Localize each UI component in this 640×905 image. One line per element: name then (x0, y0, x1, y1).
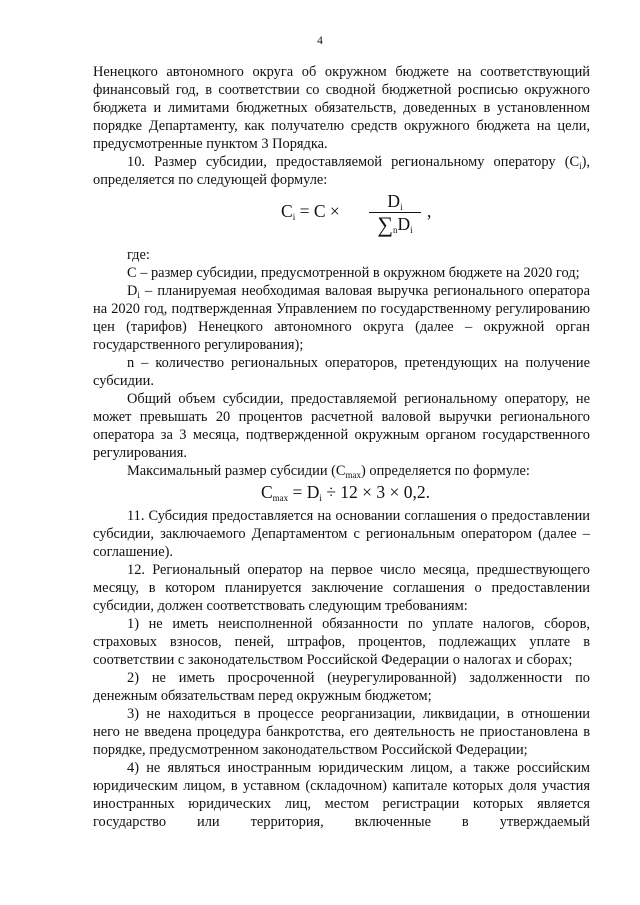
formula-numerator: $D_i$ (387, 191, 403, 212)
formula-left-side: $C_i = C$ × (281, 201, 340, 222)
paragraph-11: 11. Субсидия предоставляется на основании соглашения о предоставлении субсидии, заключаемого Департаментом с региональным оператором (далее – соглашение). (93, 508, 590, 560)
formula-denominator: $\sum_nD_i$ (377, 212, 413, 237)
paragraph-12: 12. Региональный оператор на первое число месяца, предшествующего месяцу, в котором планируется заключение соглашения о предоставлении субсидии, должен соответствовать следующим требованиям: (93, 562, 590, 614)
formula-comma: , (427, 201, 432, 221)
definition-n: n – количество региональных операторов, претендующих на получение субсидии. (93, 355, 590, 389)
definition-c: С – размер субсидии, предусмотренной в окружном бюджете на 2020 год; (127, 265, 580, 281)
requirement-item-4: 4) не являться иностранным юридическим лицом, а также российским юридическим лицом, в уставном (складочном) капитале которых доля участия иностранных юридических лиц, местом регистрации которых является государство или территория, включенные в утверждаемый (93, 760, 590, 830)
definition-d: $D_i$ – планируемая необходимая валовая выручка регионального оператора на 2020 год, подтвержденная Управлением по государственному регулированию цен (тарифов) Ненецкого автономного округа (далее – окружной орган государственного регулирования); (93, 283, 590, 353)
formula-fraction (365, 191, 425, 236)
requirement-item-2: 2) не иметь просроченной (неурегулированной) задолженности по денежным обязательствам перед окружным бюджетом; (93, 670, 590, 704)
where-label: где: (127, 247, 150, 263)
requirement-item-1: 1) не иметь неисполненной обязанности по уплате налогов, сборов, страховых взносов, пеней, штрафов, процентов, подлежащих уплате в соответствии с законодательством Российской Федерации о налогах и сборах; (93, 616, 590, 668)
document-body (93, 63, 590, 831)
paragraph-total-subsidy: Общий объем субсидии, предоставляемой региональному оператору, не может превышать 20 процентов расчетной валовой выручки регионального оператора за 3 месяца, подтвержденной окружным органом государственного регулирования. (93, 391, 590, 461)
paragraph-10: 10. Размер субсидии, предоставляемой региональному оператору $(С_i)$, определяется по следующей формуле: (93, 154, 590, 188)
paragraph-max-subsidy: Максимальный размер субсидии $(С_{max})$ определяется по формуле: (127, 463, 530, 480)
sigma-symbol: ∑ (377, 212, 394, 237)
subsidy-formula (93, 191, 590, 237)
paragraph-intro: Ненецкого автономного округа об окружном бюджете на соответствующий финансовый год, в соответствии со сводной бюджетной росписью окружного бюджета и лимитами бюджетных обязательств, доведенных в установленном порядке Департаменту, как получателю средств окружного бюджета на цели, предусмотренные пунктом 3 Порядка. (93, 64, 590, 152)
max-subsidy-formula: $C_{max} = D_i \div 12 \times 3 \times 0,2$. (260, 482, 431, 503)
page-number: 4 (317, 35, 323, 47)
requirement-item-3: 3) не находиться в процессе реорганизации, ликвидации, в отношении него не введена процедура банкротства, его деятельность не приостановлена в порядке, предусмотренном законодательством Российской Федерации; (93, 706, 590, 758)
